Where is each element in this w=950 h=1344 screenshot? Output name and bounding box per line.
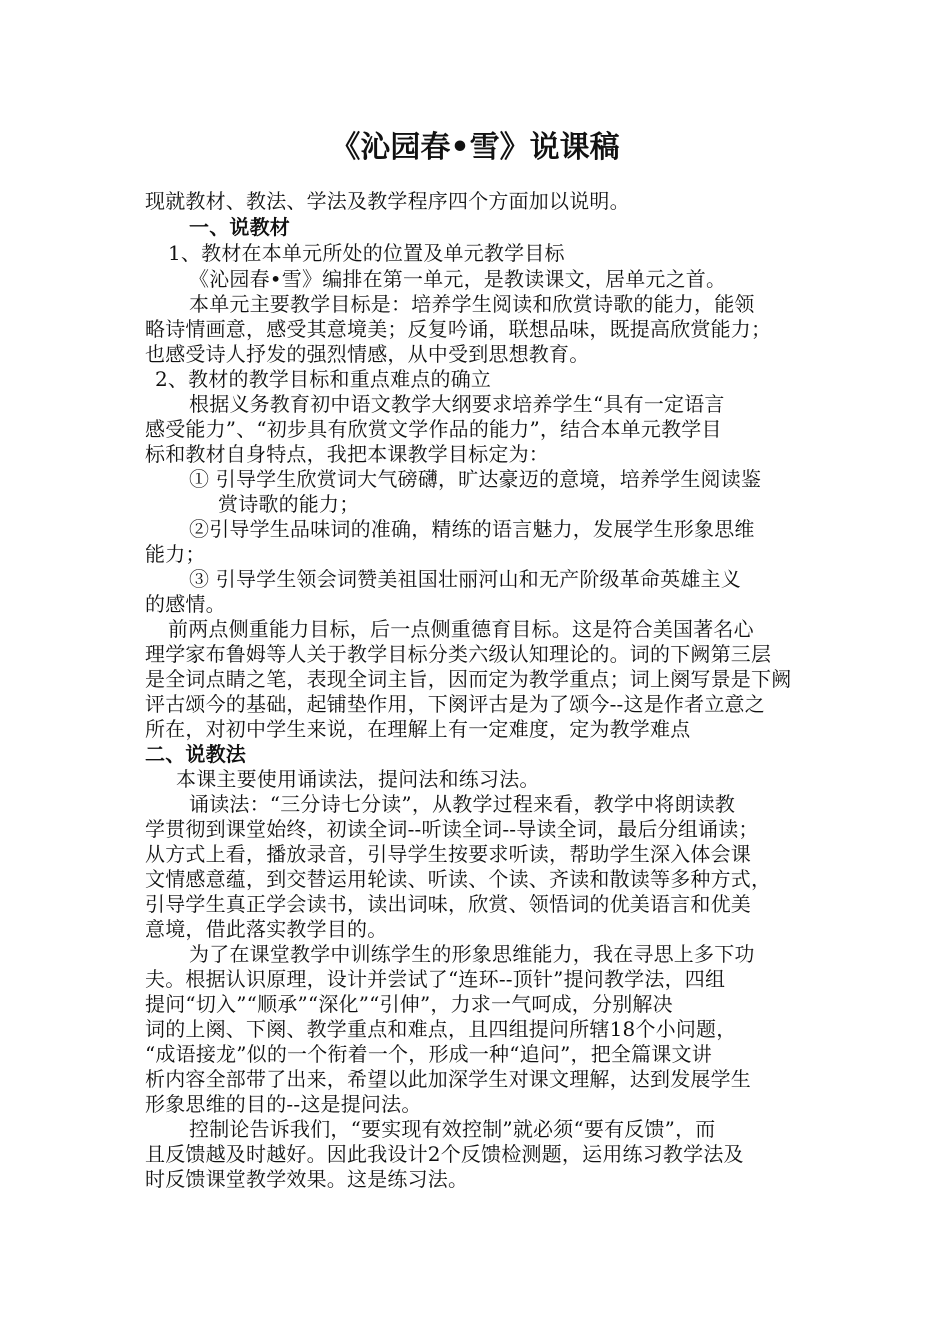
paragraph-line: 形象思维的目的--这是提问法。	[145, 1092, 422, 1116]
paragraph-line: 是全词点睛之笔，表现全词主旨，因而定为教学重点；词上阕写景是下阙	[145, 667, 792, 691]
paragraph-line: 文情感意蕴，到交替运用轮读、听读、个读、齐读和散读等多种方式，	[145, 867, 772, 891]
paragraph-line: 前两点侧重能力目标，后一点侧重德育目标。这是符合美国著名心	[168, 617, 754, 641]
paragraph-line: 时反馈课堂教学效果。这是练习法。	[145, 1167, 469, 1191]
paragraph-line: 理学家布鲁姆等人关于教学目标分类六级认知理论的。词的下阙第三层	[145, 642, 772, 666]
subheading-goals: 2、教材的教学目标和重点难点的确立	[155, 367, 492, 391]
paragraph-line: 析内容全部带了出来，希望以此加深学生对课文理解，达到发展学生	[145, 1067, 751, 1091]
paragraph-line: 为了在课堂教学中训练学生的形象思维能力，我在寻思上多下功	[189, 942, 755, 966]
goal-item-2: ②引导学生品味词的准确，精练的语言魅力，发展学生形象思维	[189, 517, 755, 541]
paragraph-line: 也感受诗人抒发的强烈情感，从中受到思想教育。	[145, 342, 590, 366]
paragraph-line: 《沁园春•雪》编排在第一单元，是教读课文，居单元之首。	[189, 267, 727, 291]
goal-item-3: ③ 引导学生领会词赞美祖国壮丽河山和无产阶级革命英雄主义	[189, 567, 741, 591]
intro-line: 现就教材、教法、学法及教学程序四个方面加以说明。	[145, 189, 630, 213]
paragraph-line: 所在，对初中学生来说，在理解上有一定难度，定为教学难点	[145, 717, 691, 741]
goal-item-1: ① 引导学生欣赏词大气磅礴，旷达豪迈的意境，培养学生阅读鉴	[189, 467, 762, 491]
goal-item-1-cont: 赏诗歌的能力；	[218, 492, 360, 516]
paragraph-line: 本课主要使用诵读法，提问法和练习法。	[176, 767, 540, 791]
paragraph-line: 词的上阕、下阕、教学重点和难点，且四组提问所辖18个小问题，	[145, 1017, 737, 1041]
paragraph-line: 学贯彻到课堂始终，初读全词--听读全词--导读全词，最后分组诵读；	[145, 817, 759, 841]
goal-item-2-cont: 能力；	[145, 542, 206, 566]
paragraph-line: 感受能力”、“初步具有欣赏文学作品的能力”，结合本单元教学目	[145, 417, 722, 441]
goal-item-3-cont: 的感情。	[145, 592, 226, 616]
paragraph-line: 略诗情画意，感受其意境美；反复吟诵，联想品味，既提高欣赏能力；	[145, 317, 772, 341]
paragraph-line: 诵读法：“三分诗七分读”，从教学过程来看，教学中将朗读教	[189, 792, 736, 816]
subheading-position: 1、教材在本单元所处的位置及单元教学目标	[168, 241, 565, 265]
paragraph-line: 从方式上看，播放录音，引导学生按要求听读，帮助学生深入体会课	[145, 842, 751, 866]
paragraph-line: 控制论告诉我们，“要实现有效控制”就必须“要有反馈”，而	[189, 1117, 716, 1141]
paragraph-line: 本单元主要教学目标是：培养学生阅读和欣赏诗歌的能力，能领	[189, 292, 755, 316]
section-heading-teaching-material: 一、说教材	[189, 215, 290, 239]
paragraph-line: 评古颂今的基础，起铺垫作用，下阕评古是为了颂今--这是作者立意之	[145, 692, 765, 716]
document-title: 《沁园春•雪》说课稿	[330, 130, 620, 165]
paragraph-line: “成语接龙”似的一个衔着一个，形成一种“追问”，把全篇课文讲	[145, 1042, 712, 1066]
paragraph-line: 提问“切入”“顺承”“深化”“引伸”，力求一气呵成，分别解决	[145, 992, 673, 1016]
paragraph-line: 夫。根据认识原理，设计并尝试了“连环--顶针”提问教学法，四组	[145, 967, 726, 991]
paragraph-line: 根据义务教育初中语文教学大纲要求培养学生“具有一定语言	[189, 392, 725, 416]
section-heading-teaching-method: 二、说教法	[145, 742, 246, 766]
paragraph-line: 意境，借此落实教学目的。	[145, 917, 388, 941]
paragraph-line: 且反馈越及时越好。因此我设计2个反馈检测题，运用练习教学法及	[145, 1142, 744, 1166]
paragraph-line: 引导学生真正学会读书，读出词味，欣赏、领悟词的优美语言和优美	[145, 892, 751, 916]
paragraph-line: 标和教材自身特点，我把本课教学目标定为：	[145, 442, 549, 466]
